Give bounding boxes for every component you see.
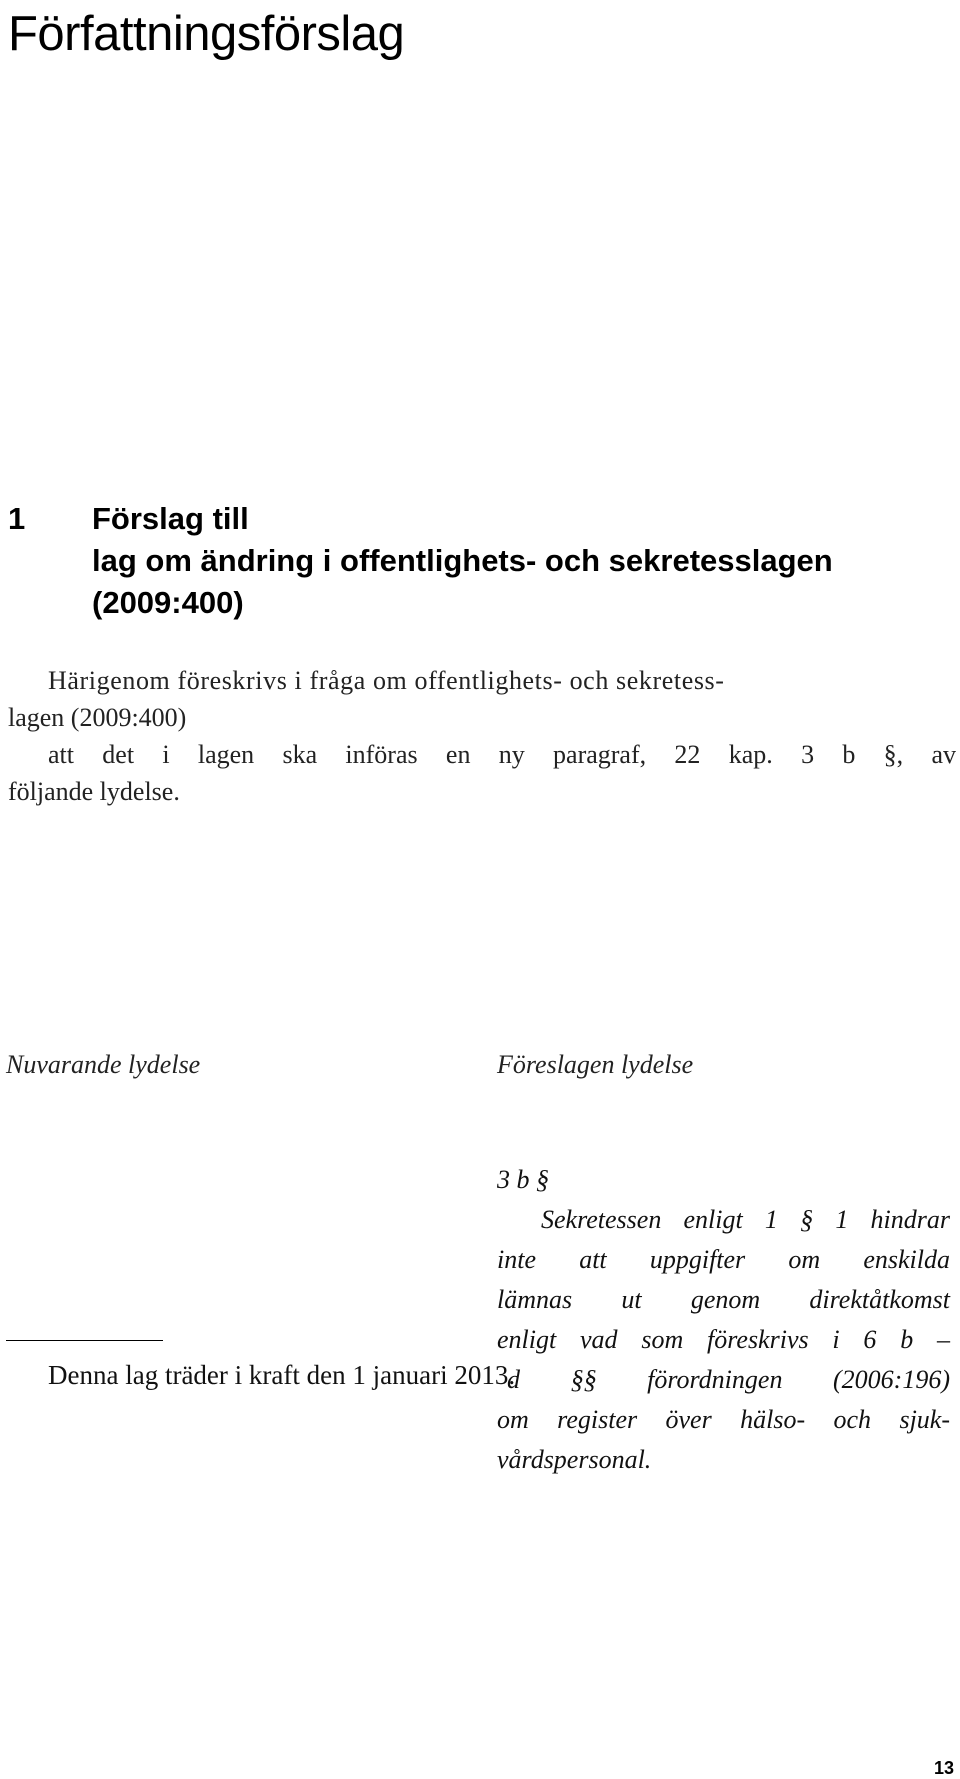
proposed-wording [497,1160,950,1480]
proposed-line: d §§ förordningen (2006:196) [507,1365,950,1394]
proposed-line: vårdspersonal. [497,1445,652,1474]
section-title [92,498,952,624]
proposed-line: om register över hälso- och sjuk- [497,1405,950,1434]
intro-paragraph [8,662,956,810]
page-number: 13 [933,1758,954,1778]
separator-rule [6,1340,163,1341]
section-title-line: (2009:400) [92,585,244,620]
section-title-line: lag om ändring i offentlighets- och sekretesslagen [92,543,833,578]
proposed-line: lämnas ut genom direktåtkomst [497,1285,950,1314]
effective-date-text: Denna lag träder i kraft den 1 januari 2013. [48,1360,516,1390]
proposed-line: inte att uppgifter om enskilda [497,1245,950,1274]
section-number: 1 [8,501,26,536]
paragraph-number: 3 b § [497,1165,549,1194]
proposed-wording-heading: Föreslagen lydelse [497,1050,694,1079]
intro-line: Härigenom föreskrivs i fråga om offentlighets- och sekretess- [48,666,725,695]
section-title-line: Förslag till [92,501,249,536]
intro-line: att det i lagen ska införas en ny paragraf, 22 kap. 3 b §, av [48,740,956,769]
proposed-line: Sekretessen enligt 1 § 1 hindrar [541,1205,950,1234]
proposed-line: enligt vad som föreskrivs i 6 b – [497,1325,950,1354]
intro-line: följande lydelse. [8,777,180,806]
intro-line: lagen (2009:400) [8,703,187,732]
page-title: Författningsförslag [8,7,405,61]
current-wording-heading: Nuvarande lydelse [6,1050,201,1079]
